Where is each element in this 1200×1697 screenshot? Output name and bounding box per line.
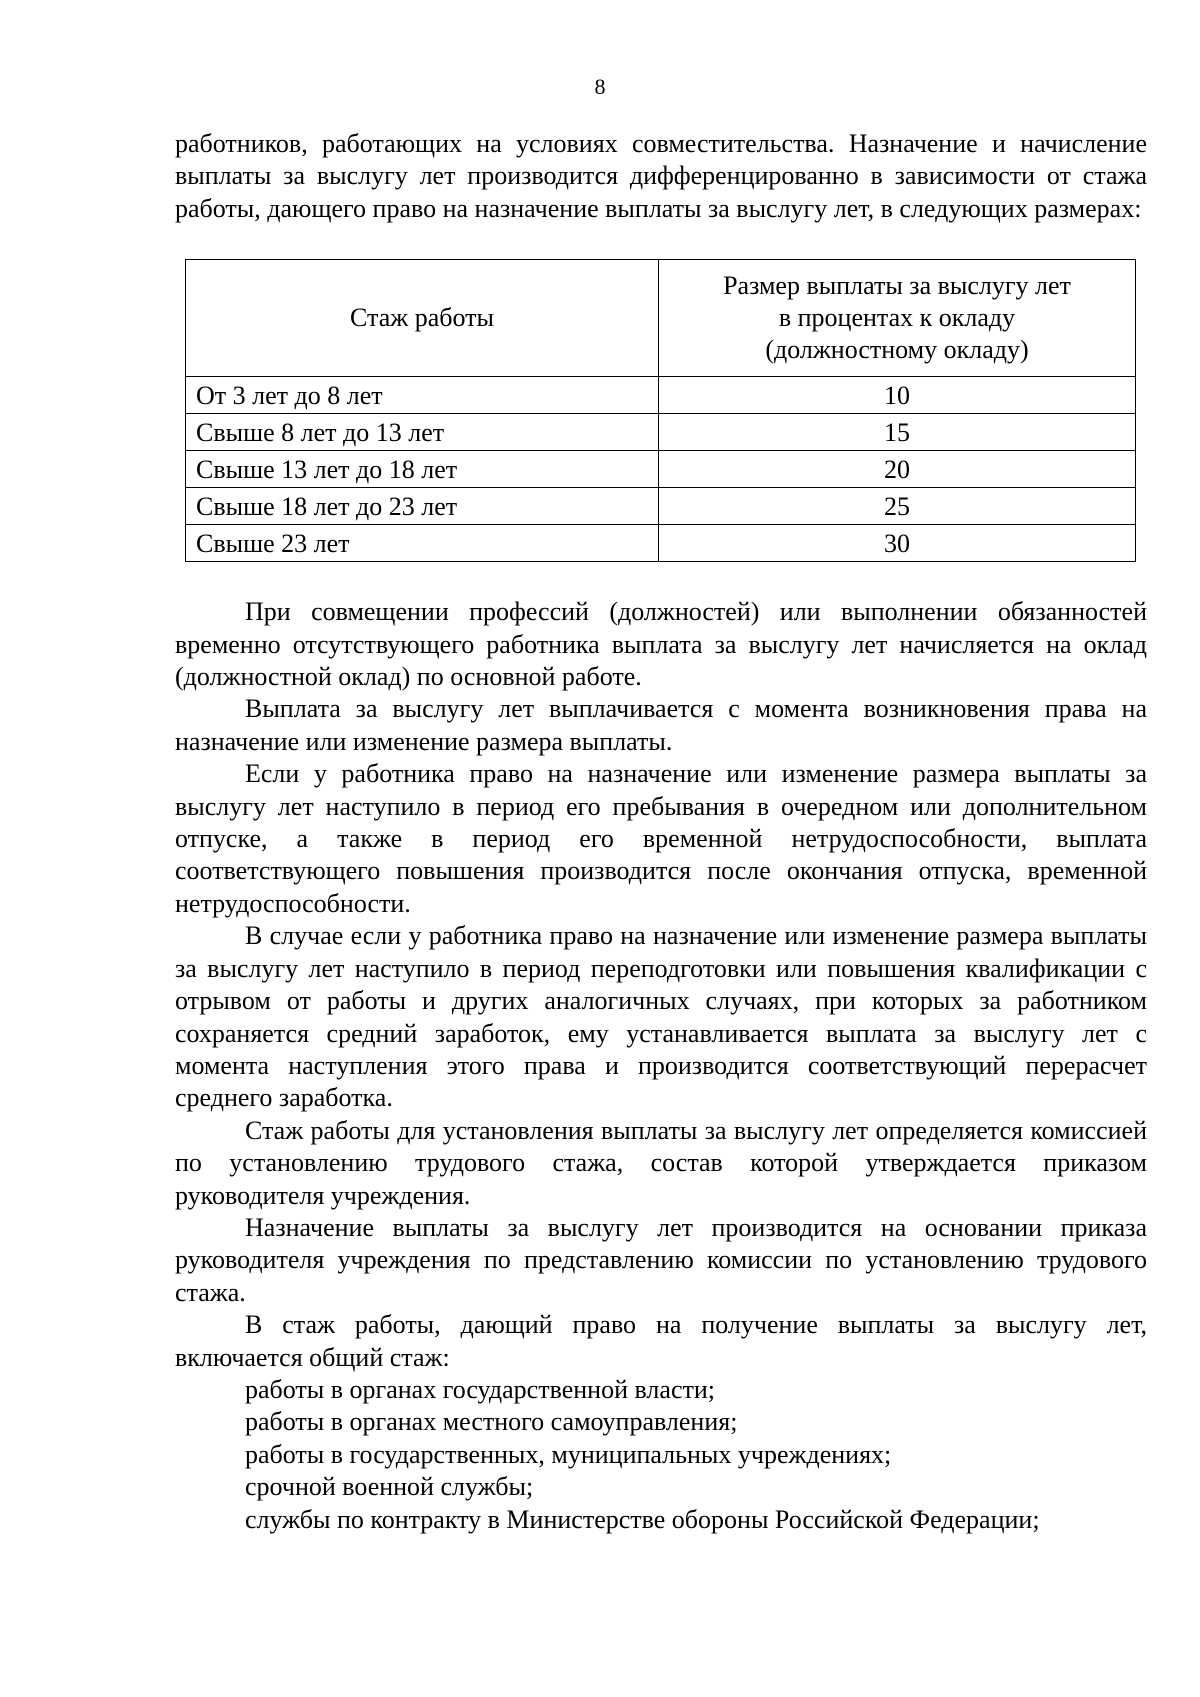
header-percent-line: Размер выплаты за выслугу лет bbox=[723, 271, 1071, 301]
cell-percent: 30 bbox=[659, 525, 1136, 562]
cell-stazh: Свыше 13 лет до 18 лет bbox=[186, 451, 659, 488]
header-percent bbox=[659, 260, 1136, 377]
list-item: работы в государственных, муниципальных учреждениях; bbox=[245, 1439, 892, 1469]
header-percent-line: в процентах к окладу bbox=[778, 303, 1016, 333]
body-paragraph: Выплата за выслугу лет выплачивается с момента возникновения права на назначение или изменение размера выплаты. bbox=[175, 694, 1147, 756]
table-row bbox=[186, 488, 1136, 525]
list-item: работы в органах местного самоуправления; bbox=[245, 1407, 738, 1437]
list-item: срочной военной службы; bbox=[245, 1472, 534, 1502]
cell-percent: 20 bbox=[659, 451, 1136, 488]
body-paragraph: Стаж работы для установления выплаты за выслугу лет определяется комиссией по установлению трудового стажа, состав которой утверждается приказом руководителя учреждения. bbox=[175, 1115, 1147, 1210]
cell-stazh: Свыше 8 лет до 13 лет bbox=[186, 414, 659, 451]
body-paragraph: Если у работника право на назначение или изменение размера выплаты за выслугу лет наступило в период его пребывания в очередном или дополнительном отпуске, а также в период его временной нетрудоспособности, выплата соответствующего повышения производится после окончания отпуска, временной нетрудоспособности. bbox=[175, 759, 1147, 918]
body-paragraph: При совмещении профессий (должностей) или выполнении обязанностей временно отсутствующего работника выплата за выслугу лет начисляется на оклад (должностной оклад) по основной работе. bbox=[175, 597, 1147, 692]
page-number: 8 bbox=[594, 74, 606, 99]
document-body bbox=[175, 128, 1147, 1536]
header-stazh: Стаж работы bbox=[186, 260, 659, 377]
header-percent-line: (должностному окладу) bbox=[765, 335, 1029, 365]
cell-stazh: Свыше 23 лет bbox=[186, 525, 659, 562]
body-paragraph: В стаж работы, дающий право на получение выплаты за выслугу лет, включается общий стаж: bbox=[175, 1310, 1147, 1372]
table-row bbox=[186, 525, 1136, 562]
list-item: работы в органах государственной власти; bbox=[245, 1374, 715, 1404]
cell-percent: 10 bbox=[659, 377, 1136, 414]
table-header-row bbox=[186, 260, 1136, 377]
table-row bbox=[186, 451, 1136, 488]
table-row bbox=[186, 377, 1136, 414]
body-paragraph: Назначение выплаты за выслугу лет производится на основании приказа руководителя учреждения по представлению комиссии по установлению трудового стажа. bbox=[175, 1212, 1147, 1307]
body-paragraph: В случае если у работника право на назначение или изменение размера выплаты за выслугу лет наступило в период переподготовки или повышения квалификации с отрывом от работы и других аналогичных случаях, при которых за работником сохраняется средний заработок, ему устанавливается выплата за выслугу лет с момента наступления этого права и производится соответствующий перерасчет среднего заработка. bbox=[175, 921, 1147, 1113]
intro-paragraph: работников, работающих на условиях совместительства. Назначение и начисление выплаты за выслугу лет производится дифференцированно в зависимости от стажа работы, дающего право на назначение выплаты за выслугу лет, в следующих размерах: bbox=[175, 129, 1147, 223]
seniority-table bbox=[185, 259, 1136, 562]
list-item: службы по контракту в Министерстве обороны Российской Федерации; bbox=[245, 1504, 1040, 1534]
cell-percent: 15 bbox=[659, 414, 1136, 451]
cell-percent: 25 bbox=[659, 488, 1136, 525]
cell-stazh: От 3 лет до 8 лет bbox=[186, 377, 659, 414]
cell-stazh: Свыше 18 лет до 23 лет bbox=[186, 488, 659, 525]
table-row bbox=[186, 414, 1136, 451]
